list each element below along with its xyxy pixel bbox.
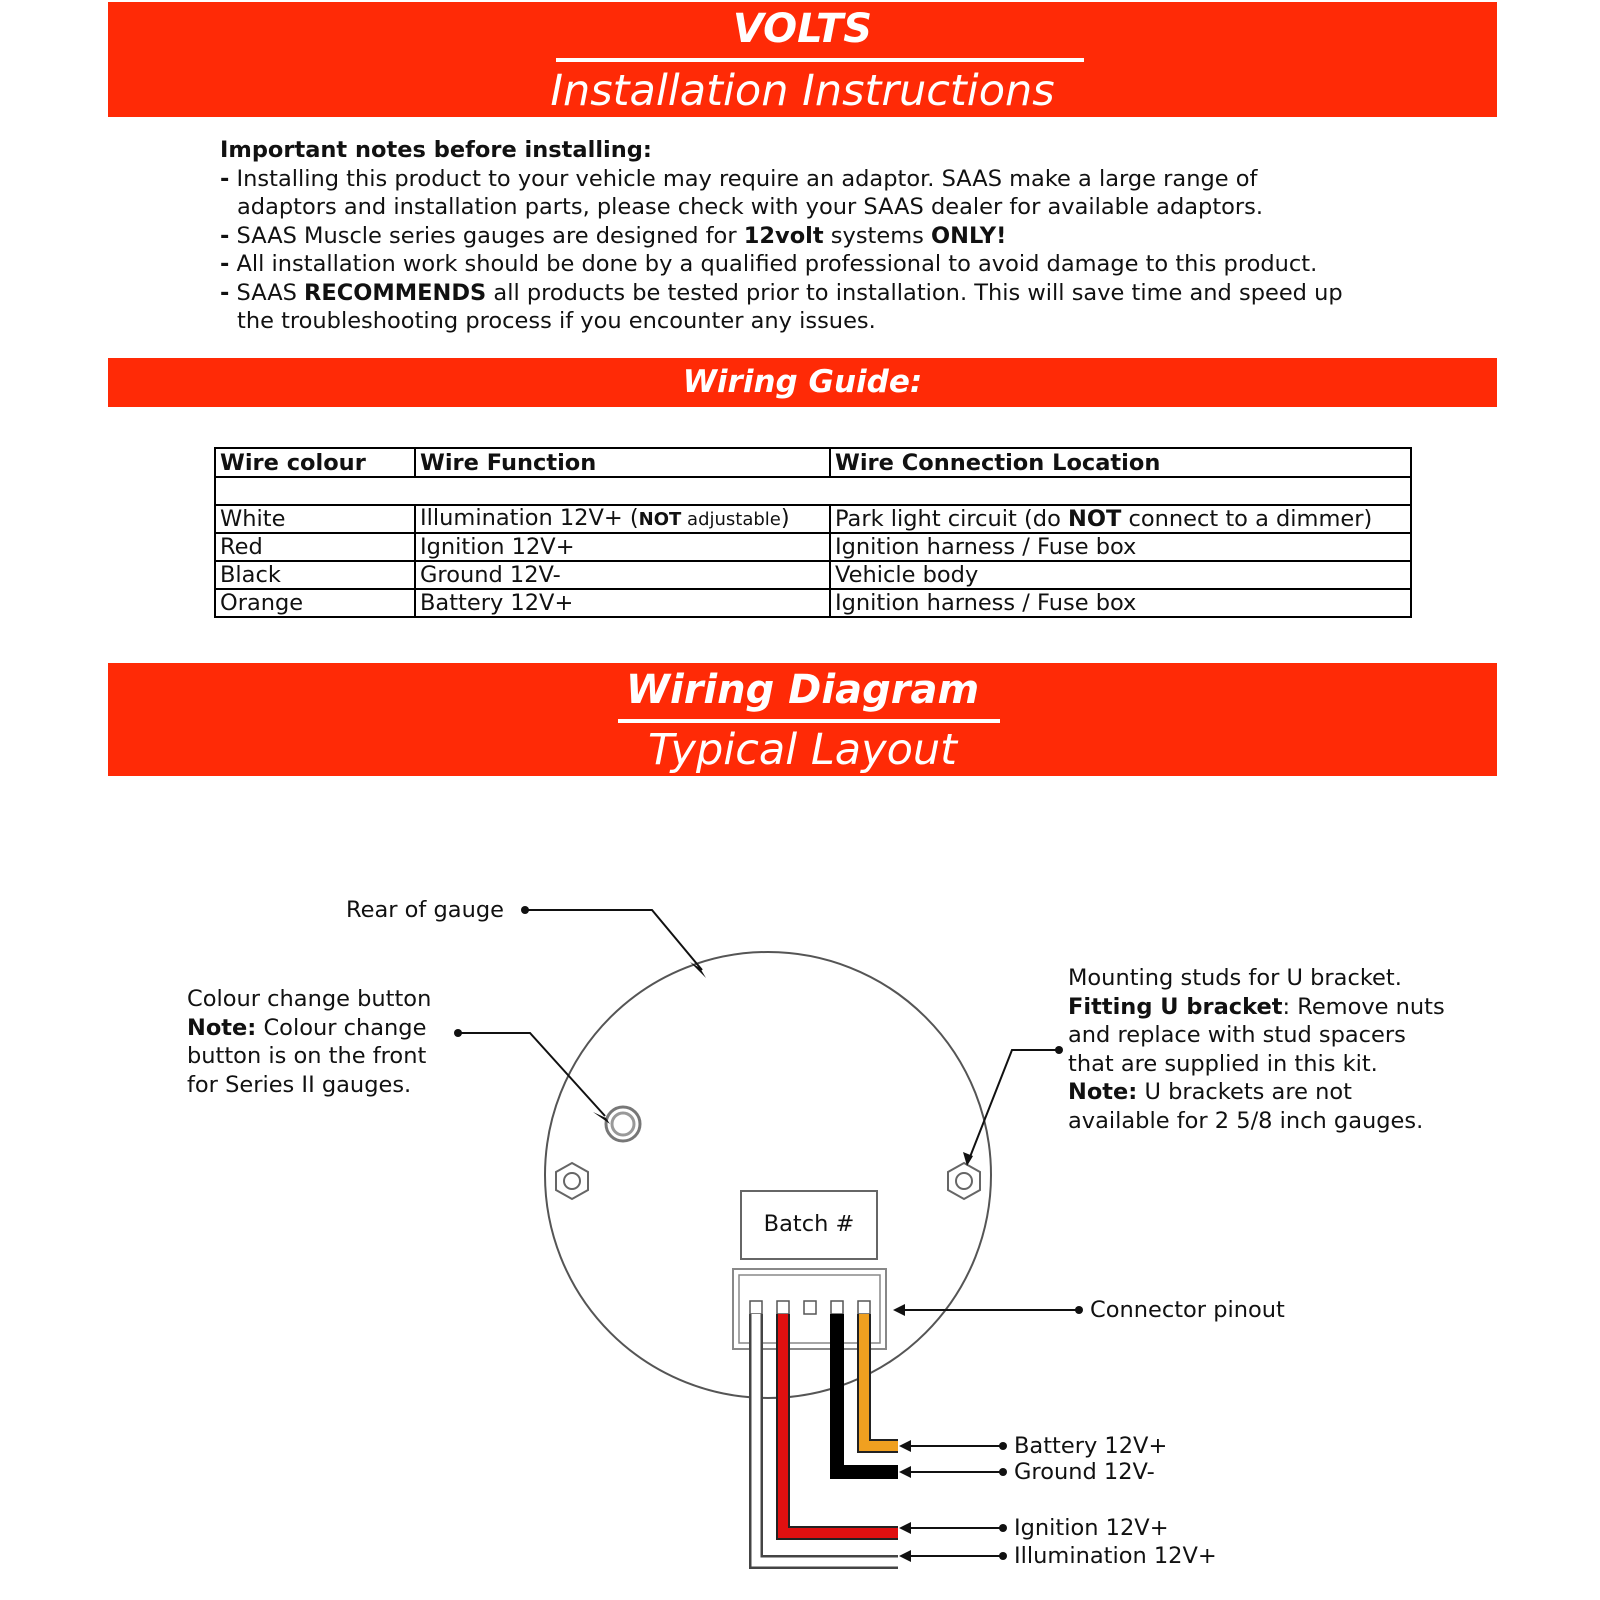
wire-location-cell: Ignition harness / Fuse box bbox=[830, 589, 1411, 617]
wire-colour-cell: White bbox=[215, 505, 415, 533]
wiring-diagram-subtitle: Typical Layout bbox=[648, 725, 957, 775]
wire-function-cell: Illumination 12V+ (NOT adjustable) bbox=[415, 505, 830, 533]
colour-change-label: Colour change button Note: Colour change button is on the front for Series II gauges. bbox=[187, 986, 432, 1098]
note-item: - SAAS RECOMMENDS all products be tested prior to installation. This will save time and speed up bbox=[220, 279, 1343, 306]
note-item-cont: adaptors and installation parts, please check with your SAAS dealer for available adaptors. bbox=[237, 194, 1264, 220]
ground-label: Ground 12V- bbox=[1014, 1459, 1155, 1485]
note-item: - Installing this product to your vehicle may require an adaptor. SAAS make a large range of bbox=[220, 165, 1258, 192]
batch-label: Batch # bbox=[763, 1211, 855, 1237]
wire-colour-cell: Orange bbox=[215, 589, 415, 617]
column-header: Wire Connection Location bbox=[830, 448, 1411, 477]
page-title: VOLTS bbox=[732, 6, 873, 52]
mounting-studs-label: Mounting studs for U bracket. Fitting U bracket: Remove nuts and replace with stud spacers that are supplied in this kit. Note: U brackets are not available for 2 5/8 inch gauges. bbox=[1068, 965, 1445, 1134]
note-item: - All installation work should be done by a qualified professional to avoid damage to this product. bbox=[220, 251, 1318, 277]
wire-colour-cell: Red bbox=[215, 533, 415, 561]
colour-change-button-icon bbox=[606, 1107, 640, 1141]
wire-location-cell: Park light circuit (do NOT connect to a dimmer) bbox=[830, 505, 1411, 533]
wire-function-cell: Battery 12V+ bbox=[415, 589, 830, 617]
column-header: Wire colour bbox=[215, 448, 415, 477]
leader-rear bbox=[525, 910, 702, 970]
arrow-icon bbox=[899, 1522, 911, 1534]
column-header: Wire Function bbox=[415, 448, 830, 477]
mounting-stud-icon bbox=[948, 1163, 980, 1199]
connector-pinout-label: Connector pinout bbox=[1090, 1297, 1285, 1323]
mounting-stud-icon bbox=[556, 1163, 588, 1199]
page-subtitle: Installation Instructions bbox=[550, 66, 1055, 116]
illumination-label: Illumination 12V+ bbox=[1014, 1543, 1217, 1569]
arrow-icon bbox=[899, 1440, 911, 1452]
arrow-icon bbox=[899, 1466, 911, 1478]
wire-function-cell: Ground 12V- bbox=[415, 561, 830, 589]
note-item: - SAAS Muscle series gauges are designed for 12volt systems ONLY! bbox=[220, 222, 1007, 249]
wire-location-cell: Vehicle body bbox=[830, 561, 1411, 589]
wire-location-cell: Ignition harness / Fuse box bbox=[830, 533, 1411, 561]
ignition-label: Ignition 12V+ bbox=[1014, 1515, 1169, 1541]
wire-function-cell: Ignition 12V+ bbox=[415, 533, 830, 561]
notes-heading: Important notes before installing: bbox=[220, 137, 652, 163]
wiring-diagram-title: Wiring Diagram bbox=[625, 667, 980, 713]
arrow-icon bbox=[899, 1550, 911, 1562]
rear-of-gauge-label: Rear of gauge bbox=[346, 897, 504, 923]
wire-colour-cell: Black bbox=[215, 561, 415, 589]
wiring-guide-title: Wiring Guide: bbox=[682, 364, 923, 400]
battery-label: Battery 12V+ bbox=[1014, 1433, 1168, 1459]
note-item-cont: the troubleshooting process if you encounter any issues. bbox=[237, 308, 876, 334]
